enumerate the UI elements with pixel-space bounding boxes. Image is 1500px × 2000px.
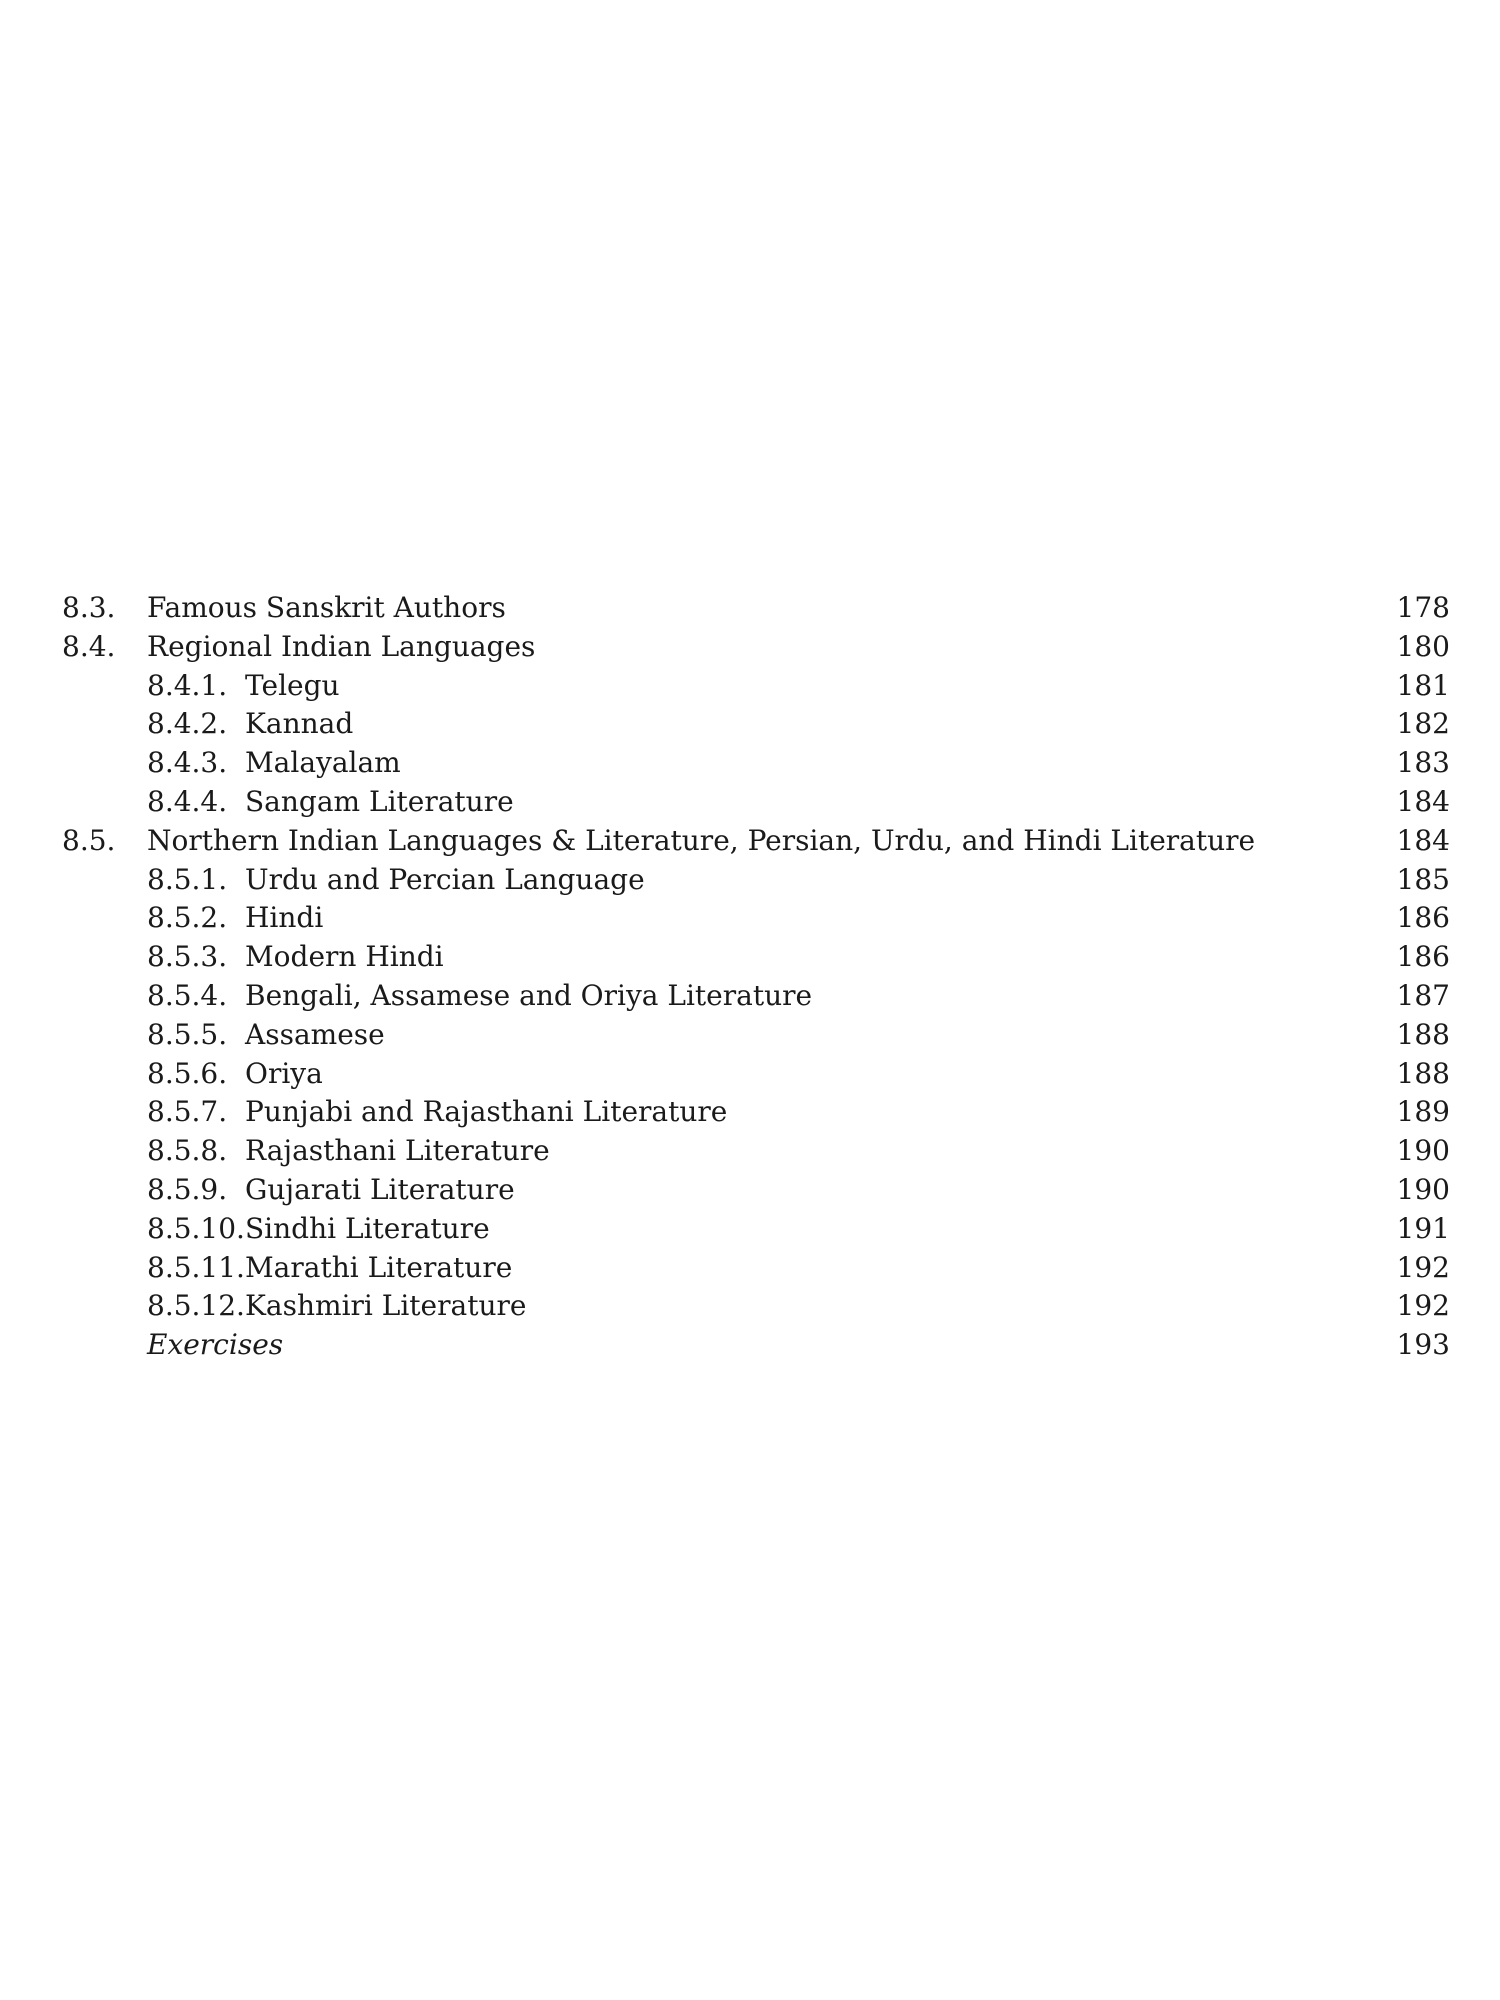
toc-entry-page-number: 192	[1396, 1250, 1450, 1284]
toc-entry	[0, 823, 1500, 859]
toc-entry-page-number: 188	[1396, 1017, 1450, 1051]
toc-entry-page-number: 183	[1396, 746, 1450, 780]
toc-entry-page-number: 180	[1396, 629, 1450, 663]
toc-entry-number: 8.5.4.	[147, 979, 228, 1012]
toc-entry-number: 8.5.10.	[147, 1211, 245, 1245]
toc-entry-title: Kannad	[245, 707, 354, 741]
toc-entry	[0, 1250, 1500, 1286]
toc-entry	[0, 862, 1500, 898]
toc-entry-title: Malayalam	[245, 746, 401, 780]
toc-entry-title: Famous Sanskrit Authors	[147, 591, 506, 624]
toc-entry-title: Modern Hindi	[245, 940, 444, 974]
toc-entry-title: Kashmiri Literature	[245, 1289, 527, 1323]
toc-entry	[0, 1288, 1500, 1324]
toc-entry-title: Rajasthani Literature	[245, 1134, 550, 1168]
toc-entry-title: Urdu and Percian Language	[245, 862, 645, 896]
toc-entry	[0, 978, 1500, 1014]
toc-entry-page-number: 192	[1396, 1289, 1450, 1323]
toc-entry-page-number: 181	[1396, 668, 1450, 702]
toc-entry-title: Marathi Literature	[245, 1250, 513, 1284]
toc-entry-title: Regional Indian Languages	[147, 629, 536, 663]
toc-entry-title: Telegu	[245, 668, 340, 702]
toc-entry-number: 8.5.7.	[147, 1095, 228, 1129]
toc-entry-page-number: 185	[1396, 862, 1450, 896]
toc-entry-page-number: 190	[1396, 1134, 1450, 1168]
toc-entry-page-number: 189	[1396, 1095, 1450, 1129]
toc-entry-number: 8.5.3.	[147, 940, 228, 974]
toc-entry-page-number: 190	[1396, 1173, 1450, 1206]
toc-entry-number: 8.4.4.	[147, 785, 228, 818]
toc-entry-page-number: 184	[1396, 785, 1450, 818]
toc-entry	[0, 1017, 1500, 1053]
toc-entry	[0, 1172, 1500, 1208]
toc-entry-number: 8.5.1.	[147, 862, 228, 896]
toc-entry	[0, 1211, 1500, 1247]
toc-entry-page-number: 182	[1396, 707, 1450, 741]
toc-entry	[0, 1327, 1500, 1363]
toc-entry-title: Exercises	[147, 1328, 284, 1362]
toc-entry-title: Northern Indian Languages & Literature, Persian, Urdu, and Hindi Literature	[147, 823, 1256, 857]
toc-entry-title: Sindhi Literature	[245, 1211, 490, 1245]
toc-entry-number: 8.5.5.	[147, 1017, 228, 1051]
toc-entry-page-number: 178	[1396, 591, 1450, 624]
toc-entry-number: 8.3.	[62, 591, 116, 624]
toc-entry	[0, 1056, 1500, 1092]
toc-entry	[0, 745, 1500, 781]
toc-entry-title: Sangam Literature	[245, 785, 514, 818]
toc-entry-title: Bengali, Assamese and Oriya Literature	[245, 979, 813, 1012]
toc-entry	[0, 784, 1500, 820]
toc-entry-page-number: 184	[1396, 823, 1450, 857]
toc-entry	[0, 706, 1500, 742]
toc-entry-number: 8.4.1.	[147, 668, 228, 702]
toc-entry	[0, 1133, 1500, 1169]
toc-entry-number: 8.5.11.	[147, 1250, 245, 1284]
toc-entry	[0, 668, 1500, 704]
toc-entry-title: Oriya	[245, 1056, 323, 1090]
toc-entry-number: 8.4.	[62, 629, 116, 663]
toc-entry	[0, 900, 1500, 936]
toc-entry-title: Hindi	[245, 901, 324, 935]
toc-entry	[0, 939, 1500, 975]
toc-entry-number: 8.5.8.	[147, 1134, 228, 1168]
toc-entry-page-number: 188	[1396, 1056, 1450, 1090]
toc-entry-number: 8.4.2.	[147, 707, 228, 741]
toc-entry-title: Punjabi and Rajasthani Literature	[245, 1095, 728, 1129]
toc-entry	[0, 590, 1500, 626]
toc-entry-number: 8.4.3.	[147, 746, 228, 780]
toc-entry-number: 8.5.6.	[147, 1056, 228, 1090]
toc-entry-page-number: 186	[1396, 940, 1450, 974]
toc-entry-number: 8.5.12.	[147, 1289, 245, 1323]
toc-entry-page-number: 186	[1396, 901, 1450, 935]
toc-entry-number: 8.5.9.	[147, 1173, 228, 1206]
toc-entry	[0, 629, 1500, 665]
toc-entry-page-number: 187	[1396, 979, 1450, 1012]
toc-entry-title: Gujarati Literature	[245, 1173, 515, 1206]
toc-entry-number: 8.5.	[62, 823, 116, 857]
toc-entry-page-number: 191	[1396, 1211, 1450, 1245]
toc-entry-title: Assamese	[245, 1017, 385, 1051]
toc-entry-number: 8.5.2.	[147, 901, 228, 935]
toc-entry-page-number: 193	[1396, 1328, 1450, 1362]
toc-entry	[0, 1094, 1500, 1130]
